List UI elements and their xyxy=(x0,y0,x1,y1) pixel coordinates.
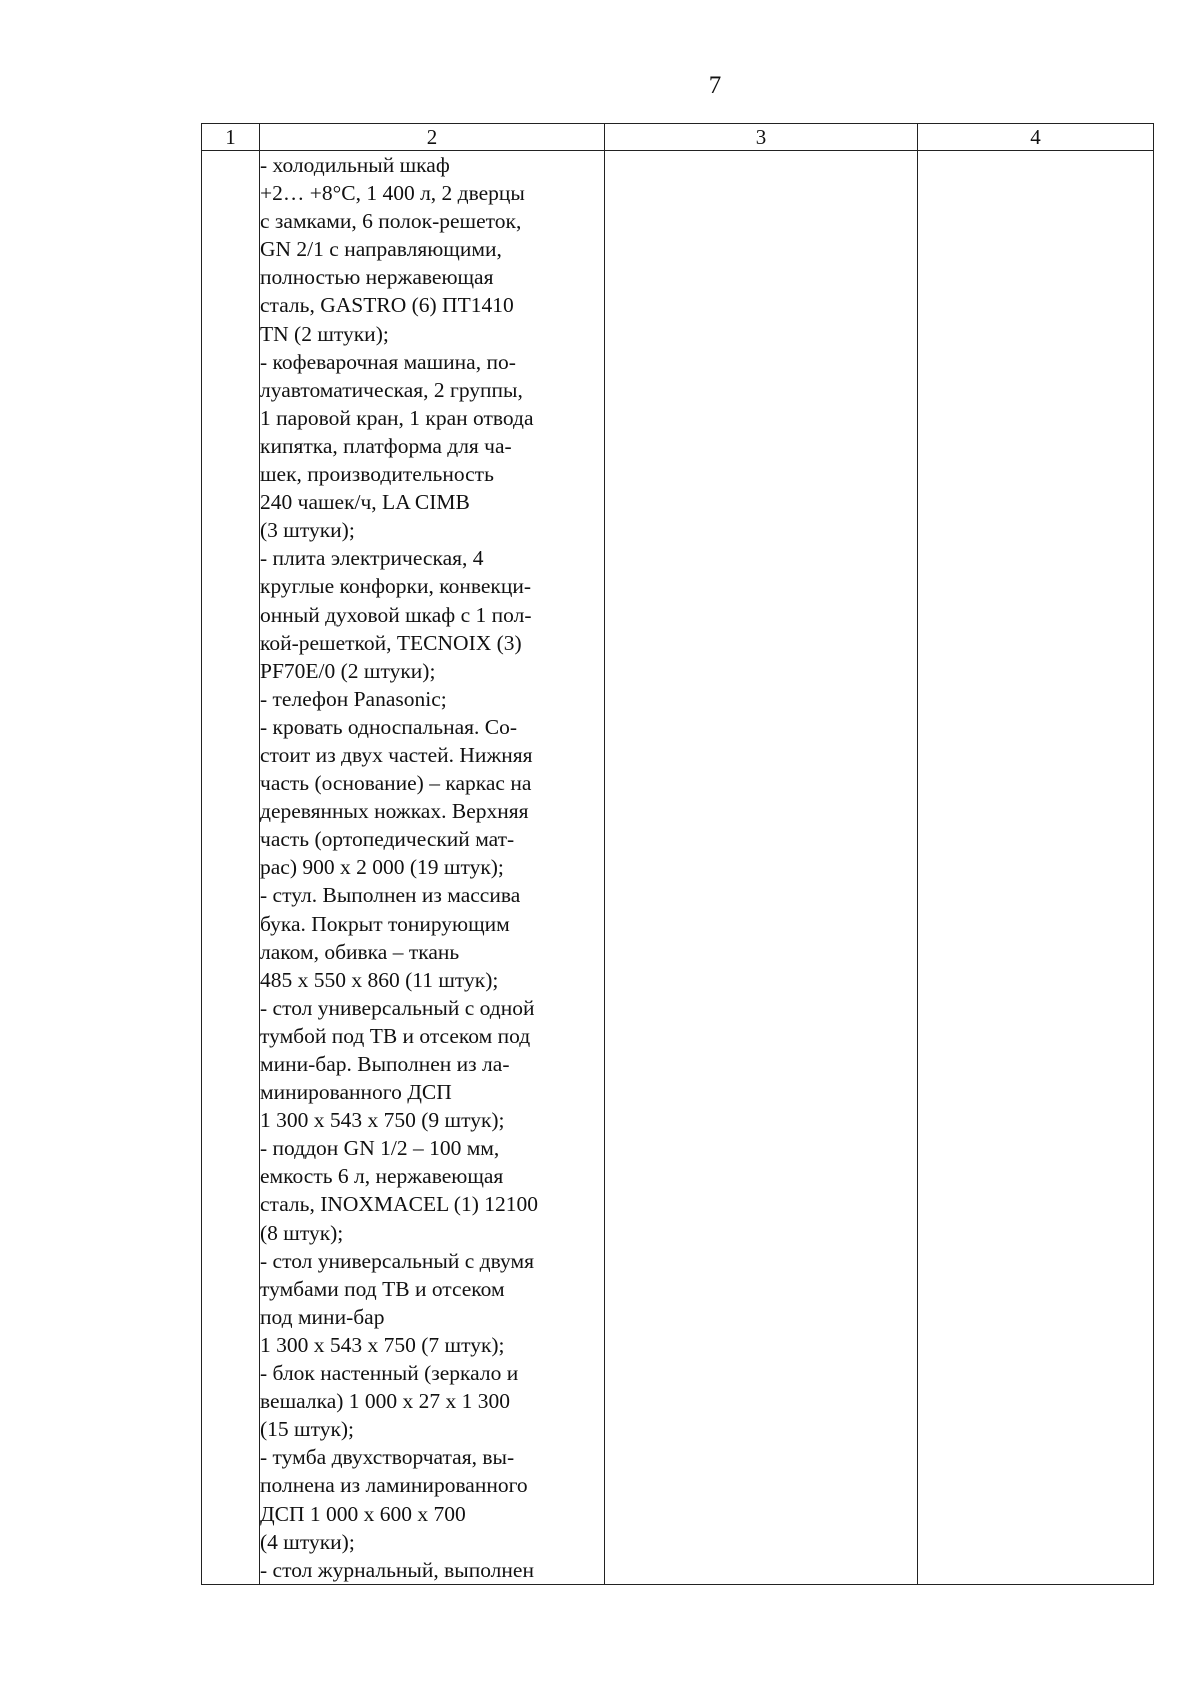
description-line: - плита электрическая, 4 xyxy=(260,546,484,571)
description-line: сталь, INOXMACEL (1) 12100 xyxy=(260,1192,538,1217)
description-line: 485 х 550 х 860 (11 штук); xyxy=(260,967,499,992)
column-header-1: 1 xyxy=(202,124,260,151)
description-line: - блок настенный (зеркало и xyxy=(260,1361,519,1386)
description-line: (8 штук); xyxy=(260,1220,344,1245)
description-line: 1 300 х 543 х 750 (9 штук); xyxy=(260,1108,505,1133)
equipment-table xyxy=(201,123,1154,1585)
description-line: шек, производительность xyxy=(260,462,494,487)
description-line: сталь, GASTRO (6) ПТ1410 xyxy=(260,293,514,318)
description-line: - холодильный шкаф xyxy=(260,153,450,177)
description-line: луавтоматическая, 2 группы, xyxy=(260,377,523,402)
description-line: круглые конфорки, конвекци- xyxy=(260,574,532,599)
description-line: под мини-бар xyxy=(260,1304,385,1329)
description-line: 1 300 х 543 х 750 (7 штук); xyxy=(260,1332,505,1357)
page-number: 7 xyxy=(708,72,722,99)
column-header-4: 4 xyxy=(918,124,1154,151)
description-line: - тумба двухстворчатая, вы- xyxy=(260,1445,515,1470)
description-line: ДСП 1 000 х 600 х 700 xyxy=(260,1501,466,1526)
cell-col-3 xyxy=(605,151,918,1585)
description-line: - поддон GN 1/2 – 100 мм, xyxy=(260,1136,500,1161)
description-line: (15 штук); xyxy=(260,1417,355,1442)
cell-col-4 xyxy=(918,151,1154,1585)
description-line: (3 штуки); xyxy=(260,518,355,543)
column-header-2: 2 xyxy=(260,124,605,151)
description-line: минированного ДСП xyxy=(260,1080,452,1105)
description-line: TN (2 штуки); xyxy=(260,321,389,346)
description-line: деревянных ножках. Верхняя xyxy=(260,799,529,824)
description-line: - стол универсальный с двумя xyxy=(260,1248,534,1273)
description-line: (4 штуки); xyxy=(260,1529,355,1554)
description-line: кой-решеткой, TECNOIX (3) xyxy=(260,630,522,655)
description-line: с замками, 6 полок-решеток, xyxy=(260,209,522,234)
description-line: онный духовой шкаф с 1 пол- xyxy=(260,602,532,627)
description-line: стоит из двух частей. Нижняя xyxy=(260,742,533,767)
description-line: - стул. Выполнен из массива xyxy=(260,883,521,908)
description-line: вешалка) 1 000 х 27 х 1 300 xyxy=(260,1389,511,1414)
table-header-row xyxy=(202,124,1154,151)
description-line: - стол журнальный, выполнен xyxy=(260,1557,534,1582)
description-line: 1 паровой кран, 1 кран отвода xyxy=(260,405,534,430)
description-line: GN 2/1 с направляющими, xyxy=(260,237,502,262)
cell-col-1 xyxy=(202,151,260,1585)
description-line: +2… +8°С, 1 400 л, 2 дверцы xyxy=(260,181,525,206)
description-line: тумбой под ТВ и отсеком под xyxy=(260,1023,531,1048)
description-line: часть (ортопедический мат- xyxy=(260,827,515,852)
description-line: - стол универсальный с одной xyxy=(260,995,535,1020)
description-line: емкость 6 л, нержавеющая xyxy=(260,1164,504,1189)
description-line: - кровать односпальная. Со- xyxy=(260,714,518,739)
description-line: лаком, обивка – ткань xyxy=(260,939,460,964)
description-line: бука. Покрыт тонирующим xyxy=(260,911,510,936)
description-line: кипятка, платформа для ча- xyxy=(260,433,512,458)
description-line: полнена из ламинированного xyxy=(260,1473,528,1498)
description-line: - телефон Panasonic; xyxy=(260,686,447,711)
description-lines xyxy=(260,151,604,1584)
column-header-3: 3 xyxy=(605,124,918,151)
description-line: 240 чашек/ч, LA CIMB xyxy=(260,490,470,515)
description-line: PF70E/0 (2 штуки); xyxy=(260,658,436,683)
description-line: часть (основание) – каркас на xyxy=(260,771,532,796)
description-line: мини-бар. Выполнен из ла- xyxy=(260,1052,510,1076)
description-line: полностью нержавеющая xyxy=(260,265,494,290)
description-line: рас) 900 х 2 000 (19 штук); xyxy=(260,855,504,880)
description-line: - кофеварочная машина, по- xyxy=(260,349,516,374)
description-line: тумбами под ТВ и отсеком xyxy=(260,1276,505,1301)
table-row xyxy=(202,151,1154,1585)
cell-col-2-description xyxy=(260,151,605,1585)
